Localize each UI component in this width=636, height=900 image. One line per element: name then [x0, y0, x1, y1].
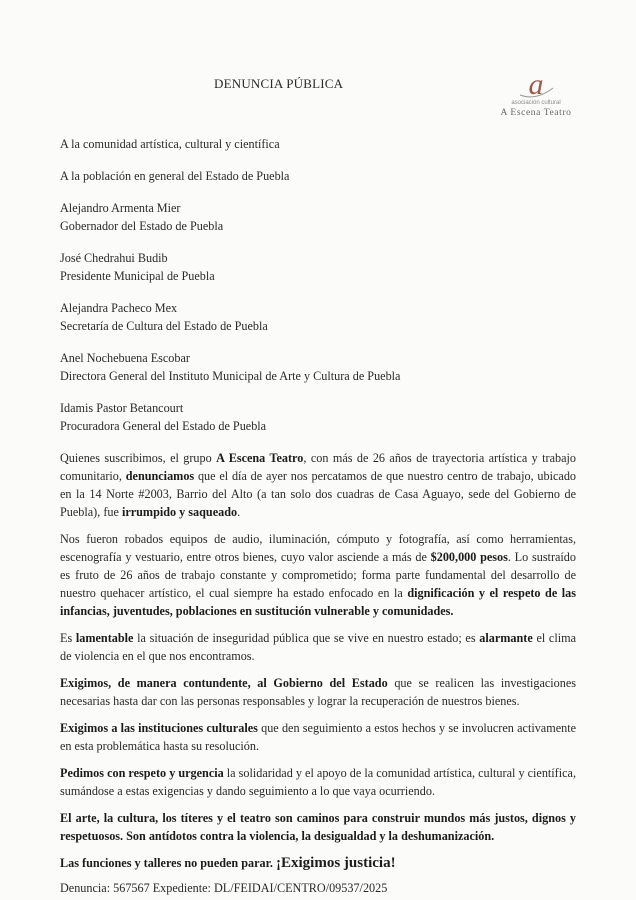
addressee-block — [60, 135, 576, 153]
addressee-line: Secretaría de Cultura del Estado de Puebla — [60, 319, 268, 333]
document-title: DENUNCIA PÚBLICA — [214, 76, 344, 91]
document-content — [60, 135, 576, 897]
body-paragraph — [60, 719, 576, 755]
logo-mark-icon — [516, 70, 556, 100]
emphasis-text: Pedimos con respeto y urgencia — [60, 766, 224, 780]
paragraph-text: que den seguimiento a estos hechos y se involucren activamente en esta problemática hasta su resolución. — [60, 721, 576, 753]
addressee-line: A la comunidad artística, cultural y científica — [60, 137, 280, 151]
paragraph-text: Quienes suscribimos, el grupo — [60, 451, 217, 465]
addressee-block — [60, 299, 576, 335]
addressee-line: Presidente Municipal de Puebla — [60, 269, 215, 283]
logo-tagline: asociación cultural — [511, 100, 561, 106]
emphasis-text: A Escena Teatro — [216, 451, 304, 465]
body-paragraph — [60, 530, 576, 620]
paragraph-text: la solidaridad y el apoyo de la comunidad artística, cultural y científica, sumándose a estas exigencias y dando seguimiento a lo que vaya ocurriendo. — [60, 766, 576, 798]
emphasis-text: alarmante — [479, 631, 533, 645]
paragraph-text: que el día de ayer nos percatamos de que nuestro centro de trabajo, ubicado en la 14 Norte #2003, Barrio del Alto (a tan solo dos cuadras de Casa Aguayo, sede del Gobierno de Puebla), fue — [60, 469, 577, 519]
addressee-block — [60, 349, 576, 385]
document-body — [60, 449, 576, 845]
addressee-line: Alejandra Pacheco Mex — [60, 301, 178, 315]
logo-name: A Escena Teatro — [500, 108, 572, 118]
addressee-line: José Chedrahui Budib — [60, 251, 168, 265]
addressee-block — [60, 167, 576, 185]
emphasis-text: Exigimos a las instituciones culturales — [60, 721, 258, 735]
svg-text:a: a — [528, 70, 544, 100]
emphasis-text: lamentable — [75, 631, 134, 645]
body-paragraph — [60, 809, 576, 845]
emphasis-text: $200,000 pesos — [430, 550, 508, 564]
addressee-block — [60, 399, 576, 435]
emphasis-text: denunciamos — [125, 469, 195, 483]
addressee-line: Idamis Pastor Betancourt — [60, 401, 184, 415]
addressee-list — [60, 135, 576, 435]
closing-line: Las funciones y talleres no pueden parar. ¡Exigimos justicia! — [60, 855, 396, 871]
paragraph-text: el clima de violencia en el que nos encontramos. — [60, 631, 577, 663]
addressee-line: Gobernador del Estado de Puebla — [60, 219, 224, 233]
paragraph-text: . Lo sustraído es fruto de 26 años de trabajo constante y comprometido; forma parte fundamental del desarrollo de nuestro quehacer artístico, el cual siempre ha estado enfocado en la — [60, 550, 576, 600]
emphasis-text: Exigimos, de manera contundente, al Gobierno del Estado — [60, 676, 388, 690]
addressee-block — [60, 199, 576, 235]
body-paragraph — [60, 449, 576, 521]
addressee-line: A la población en general del Estado de Puebla — [60, 169, 290, 183]
paragraph-text: la situación de inseguridad pública que se vive en nuestro estado; es — [133, 631, 480, 645]
addressee-block — [60, 249, 576, 285]
body-paragraph — [60, 764, 576, 800]
emphasis-text: El arte, la cultura, los títeres y el teatro son caminos para construir mundos más justos, dignos y respetuosos. Son antídotos contra la violencia, la desigualdad y la deshumanización. — [60, 811, 576, 843]
addressee-line: Directora General del Instituto Municipal de Arte y Cultura de Puebla — [60, 369, 401, 383]
paragraph-text: . — [237, 505, 241, 519]
paragraph-text: que se realicen las investigaciones necesarias hasta dar con las personas responsables y lograr la recuperación de nuestros bienes. — [60, 676, 576, 708]
addressee-line: Anel Nochebuena Escobar — [60, 351, 190, 365]
addressee-line: Procuradora General del Estado de Puebla — [60, 419, 267, 433]
emphasis-text: dignificación y el respeto de las infancias, juventudes, poblaciones en sustitución vulnerable y comunidades. — [60, 586, 576, 618]
logo — [496, 70, 576, 124]
case-number: Denuncia: 567567 Expediente: DL/FEIDAI/CENTRO/09537/2025 — [60, 881, 388, 895]
closing-exclaim: ¡Exigimos justicia! — [276, 855, 396, 871]
body-paragraph — [60, 629, 576, 665]
emphasis-text: irrumpido y saqueado — [121, 505, 238, 519]
paragraph-text: Es — [60, 631, 76, 645]
addressee-line: Alejandro Armenta Mier — [60, 201, 181, 215]
paragraph-text: , con más de 26 años de trayectoria artística y trabajo comunitario, — [60, 451, 577, 483]
paragraph-text: Nos fueron robados equipos de audio, iluminación, cómputo y fotografía, así como herramientas, escenografía y vestuario, entre otros bienes, cuyo valor asciende a más de — [60, 532, 576, 564]
body-paragraph — [60, 674, 576, 710]
